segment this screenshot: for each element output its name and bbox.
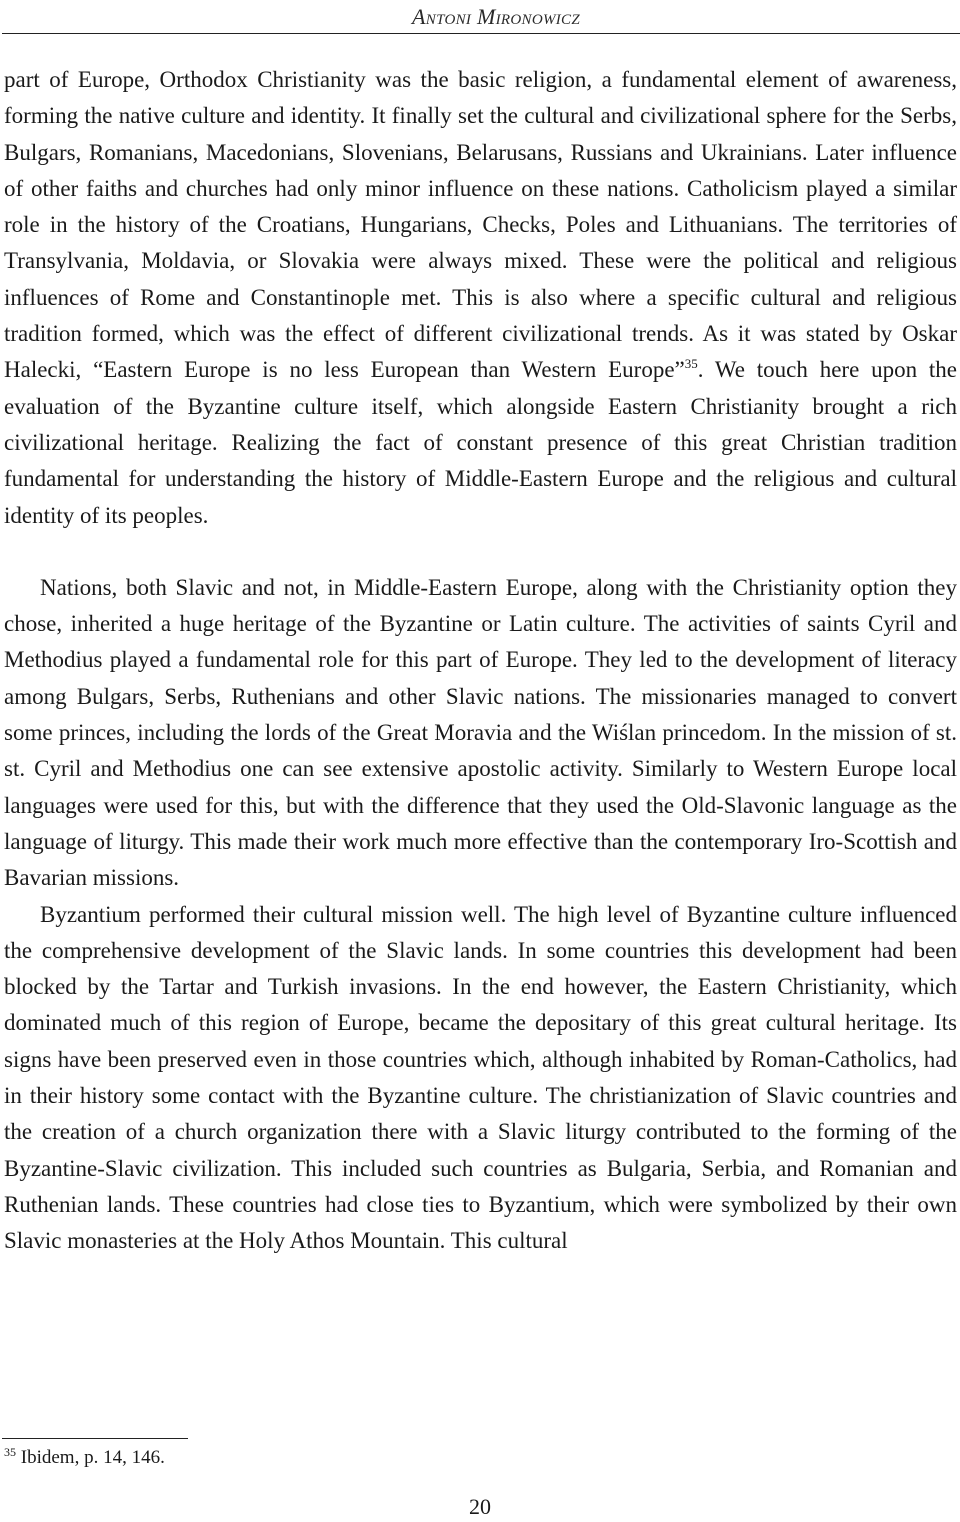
paragraph-2: Nations, both Slavic and not, in Middle-Eastern Europe, along with the Christianity option they chose, inherited a huge heritage of the Byzantine or Latin culture. The activities of saints Cyril and Methodius played a fundamental role for this part of Europe. They led to the development of literacy among Bulgars, Serbs, Ruthenians and other Slavic nations. The missionaries managed to convert some princes, including the lords of the Great Moravia and the Wiślan princedom. In the mission of st. st. Cyril and Methodius one can see extensive apostolic activity. Similarly to Western Europe local languages were used for this, but with the difference that they used the Old-Slavonic language as the language of liturgy. This made their work much more effective than the contemporary Iro-Scottish and Bavarian missions. [4, 574, 957, 891]
footnote-reference[interactable]: 35 [684, 356, 698, 372]
page-number: 20 [469, 1494, 491, 1519]
page-header [0, 0, 960, 34]
paragraph-1 [4, 62, 957, 534]
body-text [4, 62, 957, 1260]
footnote-rule [2, 1438, 188, 1439]
header-rule [2, 33, 960, 34]
paragraph-1-text-a: part of Europe, Orthodox Christianity was the basic religion, a fundamental element of awareness, forming the native culture and identity. It finally set the cultural and civilizational sphere for the Serbs, Bulgars, Romanians, Macedonians, Slovenians, Belarusans, Russians and Ukrainians. Later influence of other faiths and churches had only minor influence on these nations. Catholicism played a similar role in the history of the Croatians, Hungarians, Checks, Poles and Lithuanians. The territories of Transylvania, Moldavia, or Slovakia were always mixed. These were the political and religious influences of Rome and Constantinople met. This is also where a specific cultural and religious tradition formed, which was the effect of different civilizational trends. As it was stated by Oskar Halecki, “Eastern Europe is no less European than Western Europe” [4, 67, 957, 383]
running-head: Antoni Mironowicz [412, 4, 580, 29]
paragraph-1-text-b: . We touch here upon the evaluation of the Byzantine culture itself, which alongside Eastern Christianity brought a rich civilizational heritage. Realizing the fact of constant presence of this great Christian tradition fundamental for understanding the history of Middle-Eastern Europe and the religious and cultural identity of its peoples. [4, 357, 958, 528]
paragraph-3: Byzantium performed their cultural mission well. The high level of Byzantine culture influenced the comprehensive development of the Slavic lands. In some countries this development had been blocked by the Tartar and Turkish invasions. In the end however, the Eastern Christianity, which dominated much of this region of Europe, became the depositary of this great cultural heritage. Its signs have been preserved even in those countries which, although inhabited by Roman-Catholics, had in their history some contact with the Byzantine culture. The christianization of Slavic countries and the creation of a church organization there with a Slavic liturgy contributed to the forming of the Byzantine-Slavic civilization. This included such countries as Bulgaria, Serbia, and Romanian and Ruthenian lands. These countries had close ties to Byzantium, which were symbolized by their own Slavic monasteries at the Holy Athos Mountain. This cultural [4, 901, 957, 1254]
footnote-number: 35 [4, 1445, 16, 1459]
footnote [4, 1446, 165, 1470]
footnote-text: Ibidem, p. 14, 146. [16, 1447, 165, 1468]
